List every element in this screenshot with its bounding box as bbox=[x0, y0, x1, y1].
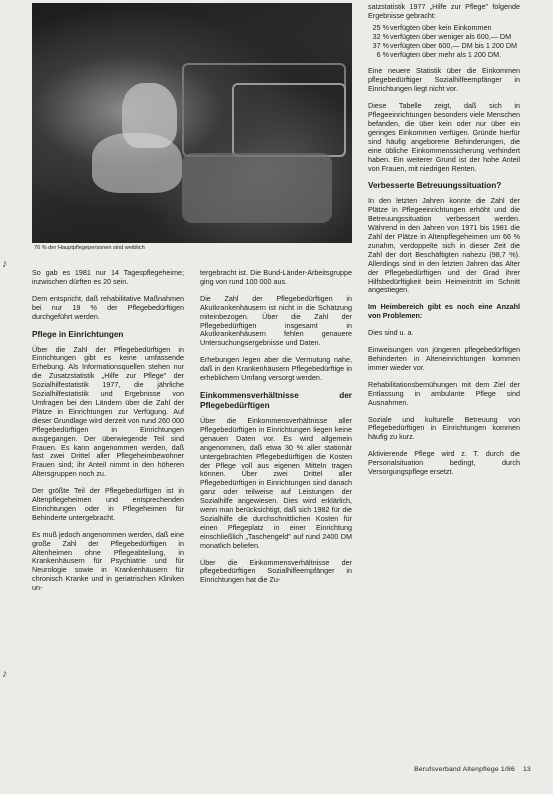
stat-text: verfügten über kein Einkommen bbox=[390, 22, 492, 32]
photo-elderly-in-bed bbox=[32, 3, 352, 243]
paragraph-rehabilitation: Dem entspricht, daß rehabilitative Maßnahmen bei nur 19 % der Pflegebedürftigen durchgeführt werden. bbox=[32, 293, 184, 321]
stat-percent: 25 % bbox=[372, 22, 389, 32]
paragraph: So gab es 1981 nur 14 Tagespflegeheime; inzwischen dürften es 20 sein. bbox=[32, 268, 184, 286]
stat-text: verfügten über 600,— DM bis 1 200 DM bbox=[390, 40, 518, 50]
stat-percent: 32 % bbox=[372, 31, 389, 41]
paragraph: tergebracht ist. Die Bund-Länder-Arbeitsgruppe ging von rund 100 000 aus. bbox=[200, 268, 352, 286]
stat-percent: 6 % bbox=[376, 49, 389, 59]
heading-verbesserte-betreuungssituation: Verbesserte Betreuungssituation? bbox=[368, 181, 502, 191]
paragraph: Über die Zahl der Pflegebedürftigen in Einrichtungen gibt es keine umfassende Erhebung. Als Informationsquellen stehen nur die Zusatzstatistik „Hilfe zur Pflege" der Sozialhilfestatistik 1977, die jährliche Sozialhilfestatistik und Ergebnisse von Umfragen bei den Ländern über die Zahl der Plätze in Einrichtungen zur Verfügung. Auf dieser Grundlage wird derzeit von rund 260 000 Pflegebedürftigen in Einrichtungen ausgegangen. Der überwiegende Teil sind Frauen. Es kann angenommen werden, daß fast zwei Drittel aller Pflegeheimbewohner Frauen sind; ihr Anteil nimmt in den höheren Altersgruppen noch zu. bbox=[32, 344, 184, 479]
paragraph: Soziale und kulturelle Betreuung von Pflegebedürftigen in Einrichtungen kommen häufig zu kurz. bbox=[368, 414, 520, 442]
binder-mark-top: ♪ bbox=[2, 258, 8, 270]
paragraph: Dies sind u. a. bbox=[368, 328, 414, 338]
paragraph: Diese Tabelle zeigt, daß sich in Pflegeeinrichtungen besonders viele Menschen befanden, die über kein oder nur über ein geringes Einkommen verfügen. Gründe hierfür sind häufig angeborene Behinderungen, die eine übliche Einkommenssicherung verhindert haben. Ein weiterer Grund ist der hohe Anteil von Frauen, mit niedrigen Renten. bbox=[368, 101, 520, 173]
paragraph: Einweisungen von jüngeren pflegebedürftigen Behinderten in Alteneinrichtungen kommen immer wieder vor. bbox=[368, 345, 520, 372]
paragraph: Über die Einkommensverhältnisse aller Pflegebedürftigen in Einrichtungen liegen keine genauen Daten vor. Es wird allgemein angenommen, daß etwa 30 % aller stationär untergebrachten Pflegebedürftigen die Kosten der Pflege voll aus eigenen Mitteln tragen können. Über zwei Drittel aller Pflegebedürftigen in Einrichtungen sind danach ganz oder teilweise auf Leistungen der Sozialhilfe angewiesen. Dies wird erklärlich, wenn man berücksichtigt, daß sich 1982 für die Sozialhilfe die durchschnittlichen Kosten für einen Pflegeplatz in einer Einrichtung einschließlich „Taschengeld" auf rund 2400 DM monatlich beliefen. bbox=[200, 415, 352, 550]
paragraph: Eine neuere Statistik über die Einkommen pflegebedürftiger Sozialhilfeempfänger in Einrichtungen liegt nicht vor. bbox=[368, 66, 520, 94]
page-number: 13 bbox=[523, 766, 531, 773]
paragraph: satzstatistik 1977 „Hilfe zur Pflege" folgende Ergebnisse gebracht: bbox=[368, 2, 520, 20]
paragraph: Über die Einkommensverhältnisse der pflegebedürftigen Sozialhilfeempfänger in Einrichtungen hat die Zu- bbox=[200, 557, 352, 585]
paragraph: Rehabilitationsbemühungen mit dem Ziel der Entlassung in ambulante Pflege sind Ausnahmen. bbox=[368, 379, 520, 407]
income-stat-list bbox=[368, 24, 520, 60]
binder-mark-bottom: ♪ bbox=[2, 668, 8, 680]
column-left bbox=[32, 269, 184, 601]
column-right bbox=[368, 3, 520, 485]
stat-text: verfügten über mehr als 1 200 DM. bbox=[390, 49, 502, 59]
paragraph: In den letzten Jahren konnte die Zahl der Plätze in Pflegeeinrichtungen erhöht und die Betreuungssituation verbessert werden. Während in den Jahren von 1971 bis 1981 die Zahl der Plätze in Altenpflegeheimen um 66 % zunahm, verdoppelte sich in dieser Zeit die Zahl der dort Beschäftigten nahezu (98,7 %). Allerdings sind in den letzten Jahren das Alter der Pflegebedürftigen und der Grad ihrer Hilfsbedürftigkeit beim Heimeintritt im Schnitt angestiegen. bbox=[368, 196, 520, 295]
stat-text: verfügten über weniger als 600,— DM bbox=[390, 31, 512, 41]
heading-einkommensverhaeltnisse: Einkommensverhältnisse der Pflegebedürftigen bbox=[200, 390, 352, 410]
paragraph: Es muß jedoch angenommen werden, daß eine große Zahl der Pflegebedürftigen in Altenheimen ohne Pflegeabteilung, in Krankenhäusern für Psychiatrie und für Neurologie sowie in Krankenhäusern für chronisch Kranke und in geriatrischen Kliniken un- bbox=[32, 529, 184, 593]
column-middle bbox=[200, 269, 352, 593]
paragraph: Erhebungen legen aber die Vermutung nahe, daß in den Krankenhäusern Pflegebedürftige in erheblichem Umfang versorgt werden. bbox=[200, 355, 352, 383]
paragraph-problems-intro: Im Heimbereich gibt es noch eine Anzahl von Problemen: bbox=[368, 302, 520, 321]
list-item bbox=[368, 51, 520, 60]
heading-pflege-in-einrichtungen: Pflege in Einrichtungen bbox=[32, 329, 124, 339]
paragraph: Die Zahl der Pflegebedürftigen in Akutkrankenhäusern ist nicht in die Schätzung miteinbezogen. Über die Zahl der Pflegebedürftigen insgesamt in Akutkrankenhäusern fehlen genauere Untersuchungsergebnisse und Daten. bbox=[200, 293, 352, 348]
photo-caption: 76 % der Hauptpflegepersonen sind weiblich bbox=[34, 245, 145, 251]
page-footer bbox=[414, 766, 531, 773]
publication-name: Berufsverband Altenpflege 1/86 bbox=[414, 766, 515, 773]
stat-percent: 37 % bbox=[372, 40, 389, 50]
paragraph: Aktivierende Pflege wird z. T. durch die Personalsituation bedingt, durch Versorgungspflege ersetzt. bbox=[368, 449, 520, 477]
paragraph: Der größte Teil der Pflegebedürftigen ist in Altenpflegeheimen und entsprechenden Einrichtungen oder in Pflegeheimen für Behinderte untergebracht. bbox=[32, 486, 184, 522]
